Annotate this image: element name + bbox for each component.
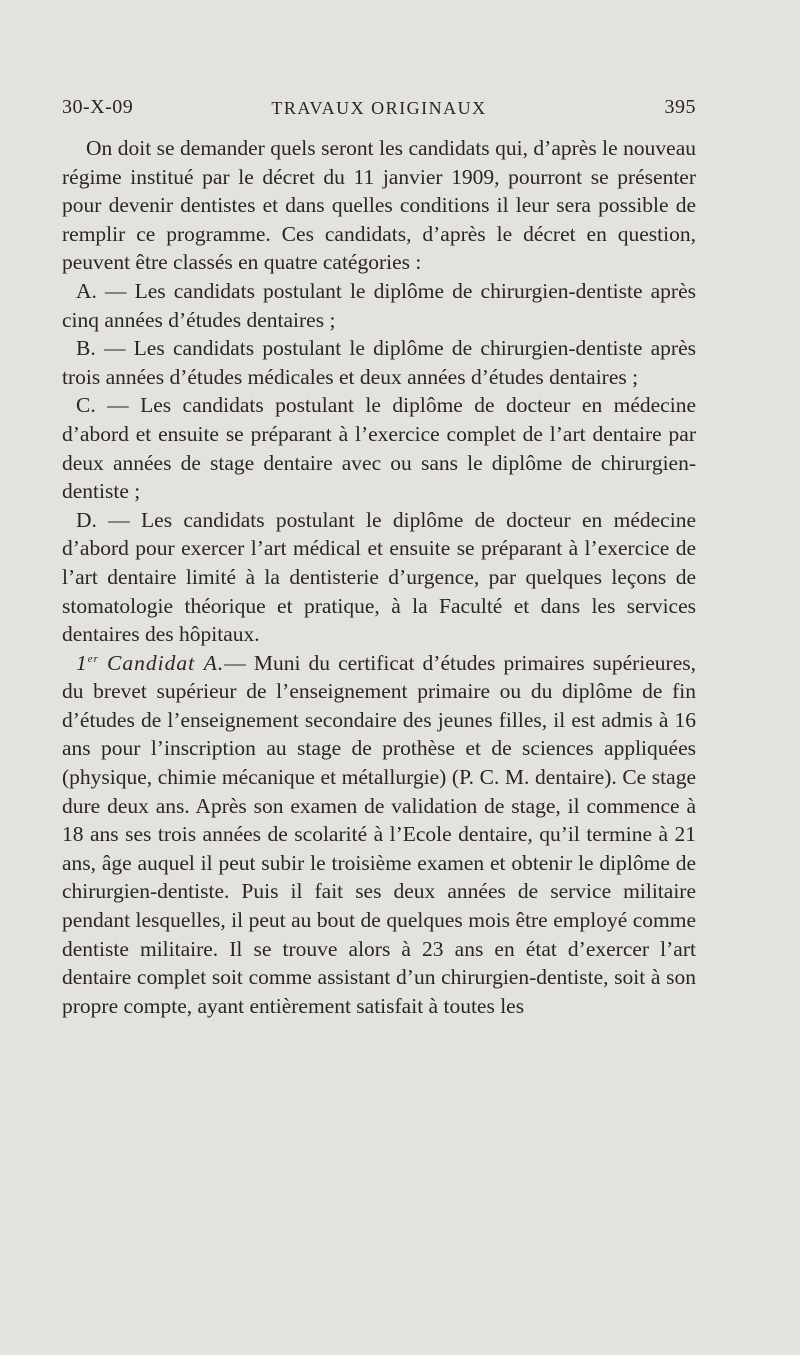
candidat-a-ordinal: er: [87, 652, 99, 665]
category-b-paragraph: B. — Les candidats postulant le diplôme de chirurgien-dentiste après trois années d’études médicales et deux années d’études dentaires ;: [62, 336, 696, 389]
candidat-a-text: — Muni du certificat d’études primaires supérieures, du brevet supérieur de l’enseignement primaire ou du diplôme de fin d’études de l’enseignement secondaire des jeunes filles, il est admis à 16 ans pour l’inscription au stage de prothèse et de sciences appliquées (physique, chimie mécanique et métallurgie) (P. C. M. dentaire). Ce stage dure deux ans. Après son examen de validation de stage, il commence à 18 ans ses trois années de scolarité à l’Ecole dentaire, qu’il termine à 21 ans, âge auquel il peut subir le troisième examen et obtenir le diplôme de chirurgien-dentiste. Puis il fait ses deux années de service militaire pendant lesquelles, il peut au bout de quelques mois être employé comme dentiste militaire. Il se trouve alors à 23 ans en état d’exercer l’art dentaire complet soit comme assistant d’un chirurgien-dentiste, soit à son propre compte, ayant entièrement satisfait à toutes les: [62, 650, 696, 1018]
page-number: 395: [664, 96, 696, 118]
category-a-paragraph: A. — Les candidats postulant le diplôme de chirurgien-dentiste après cinq années d’études dentaires ;: [62, 278, 696, 332]
category-d-paragraph: D. — Les candidats postulant le diplôme de docteur en médecine d’abord pour exercer l’art médical et ensuite se préparant à l’exercice de l’art dentaire limité à la dentisterie d’urgence, par quelques leçons de stomatologie théorique et pratique, à la Faculté et dans les services dentaires des hôpitaux.: [62, 507, 696, 647]
category-c-paragraph: C. — Les candidats postulant le diplôme de docteur en médecine d’abord et ensuite se préparant à l’exercice complet de l’art dentaire par deux années de stage dentaire avec ou sans le diplôme de chirurgien-dentiste ;: [62, 393, 696, 504]
intro-paragraph: On doit se demander quels seront les candidats qui, d’après le nouveau régime institué par le décret du 11 janvier 1909, pourront se présenter pour devenir dentistes et dans quelles conditions il leur sera possible de remplir ce programme. Ces candidats, d’après le décret en question, peuvent être classés en quatre catégories :: [62, 136, 696, 275]
running-header: [62, 96, 696, 126]
candidat-a-number: 1: [76, 650, 88, 675]
article-body: [62, 134, 696, 1020]
header-section-title: TRAVAUX ORIGINAUX: [271, 98, 487, 118]
candidat-a-paragraph: [62, 649, 696, 1021]
candidat-a-heading: Candidat A.: [107, 650, 225, 675]
header-date: 30-X-09: [62, 96, 134, 118]
book-page: [62, 96, 696, 1020]
